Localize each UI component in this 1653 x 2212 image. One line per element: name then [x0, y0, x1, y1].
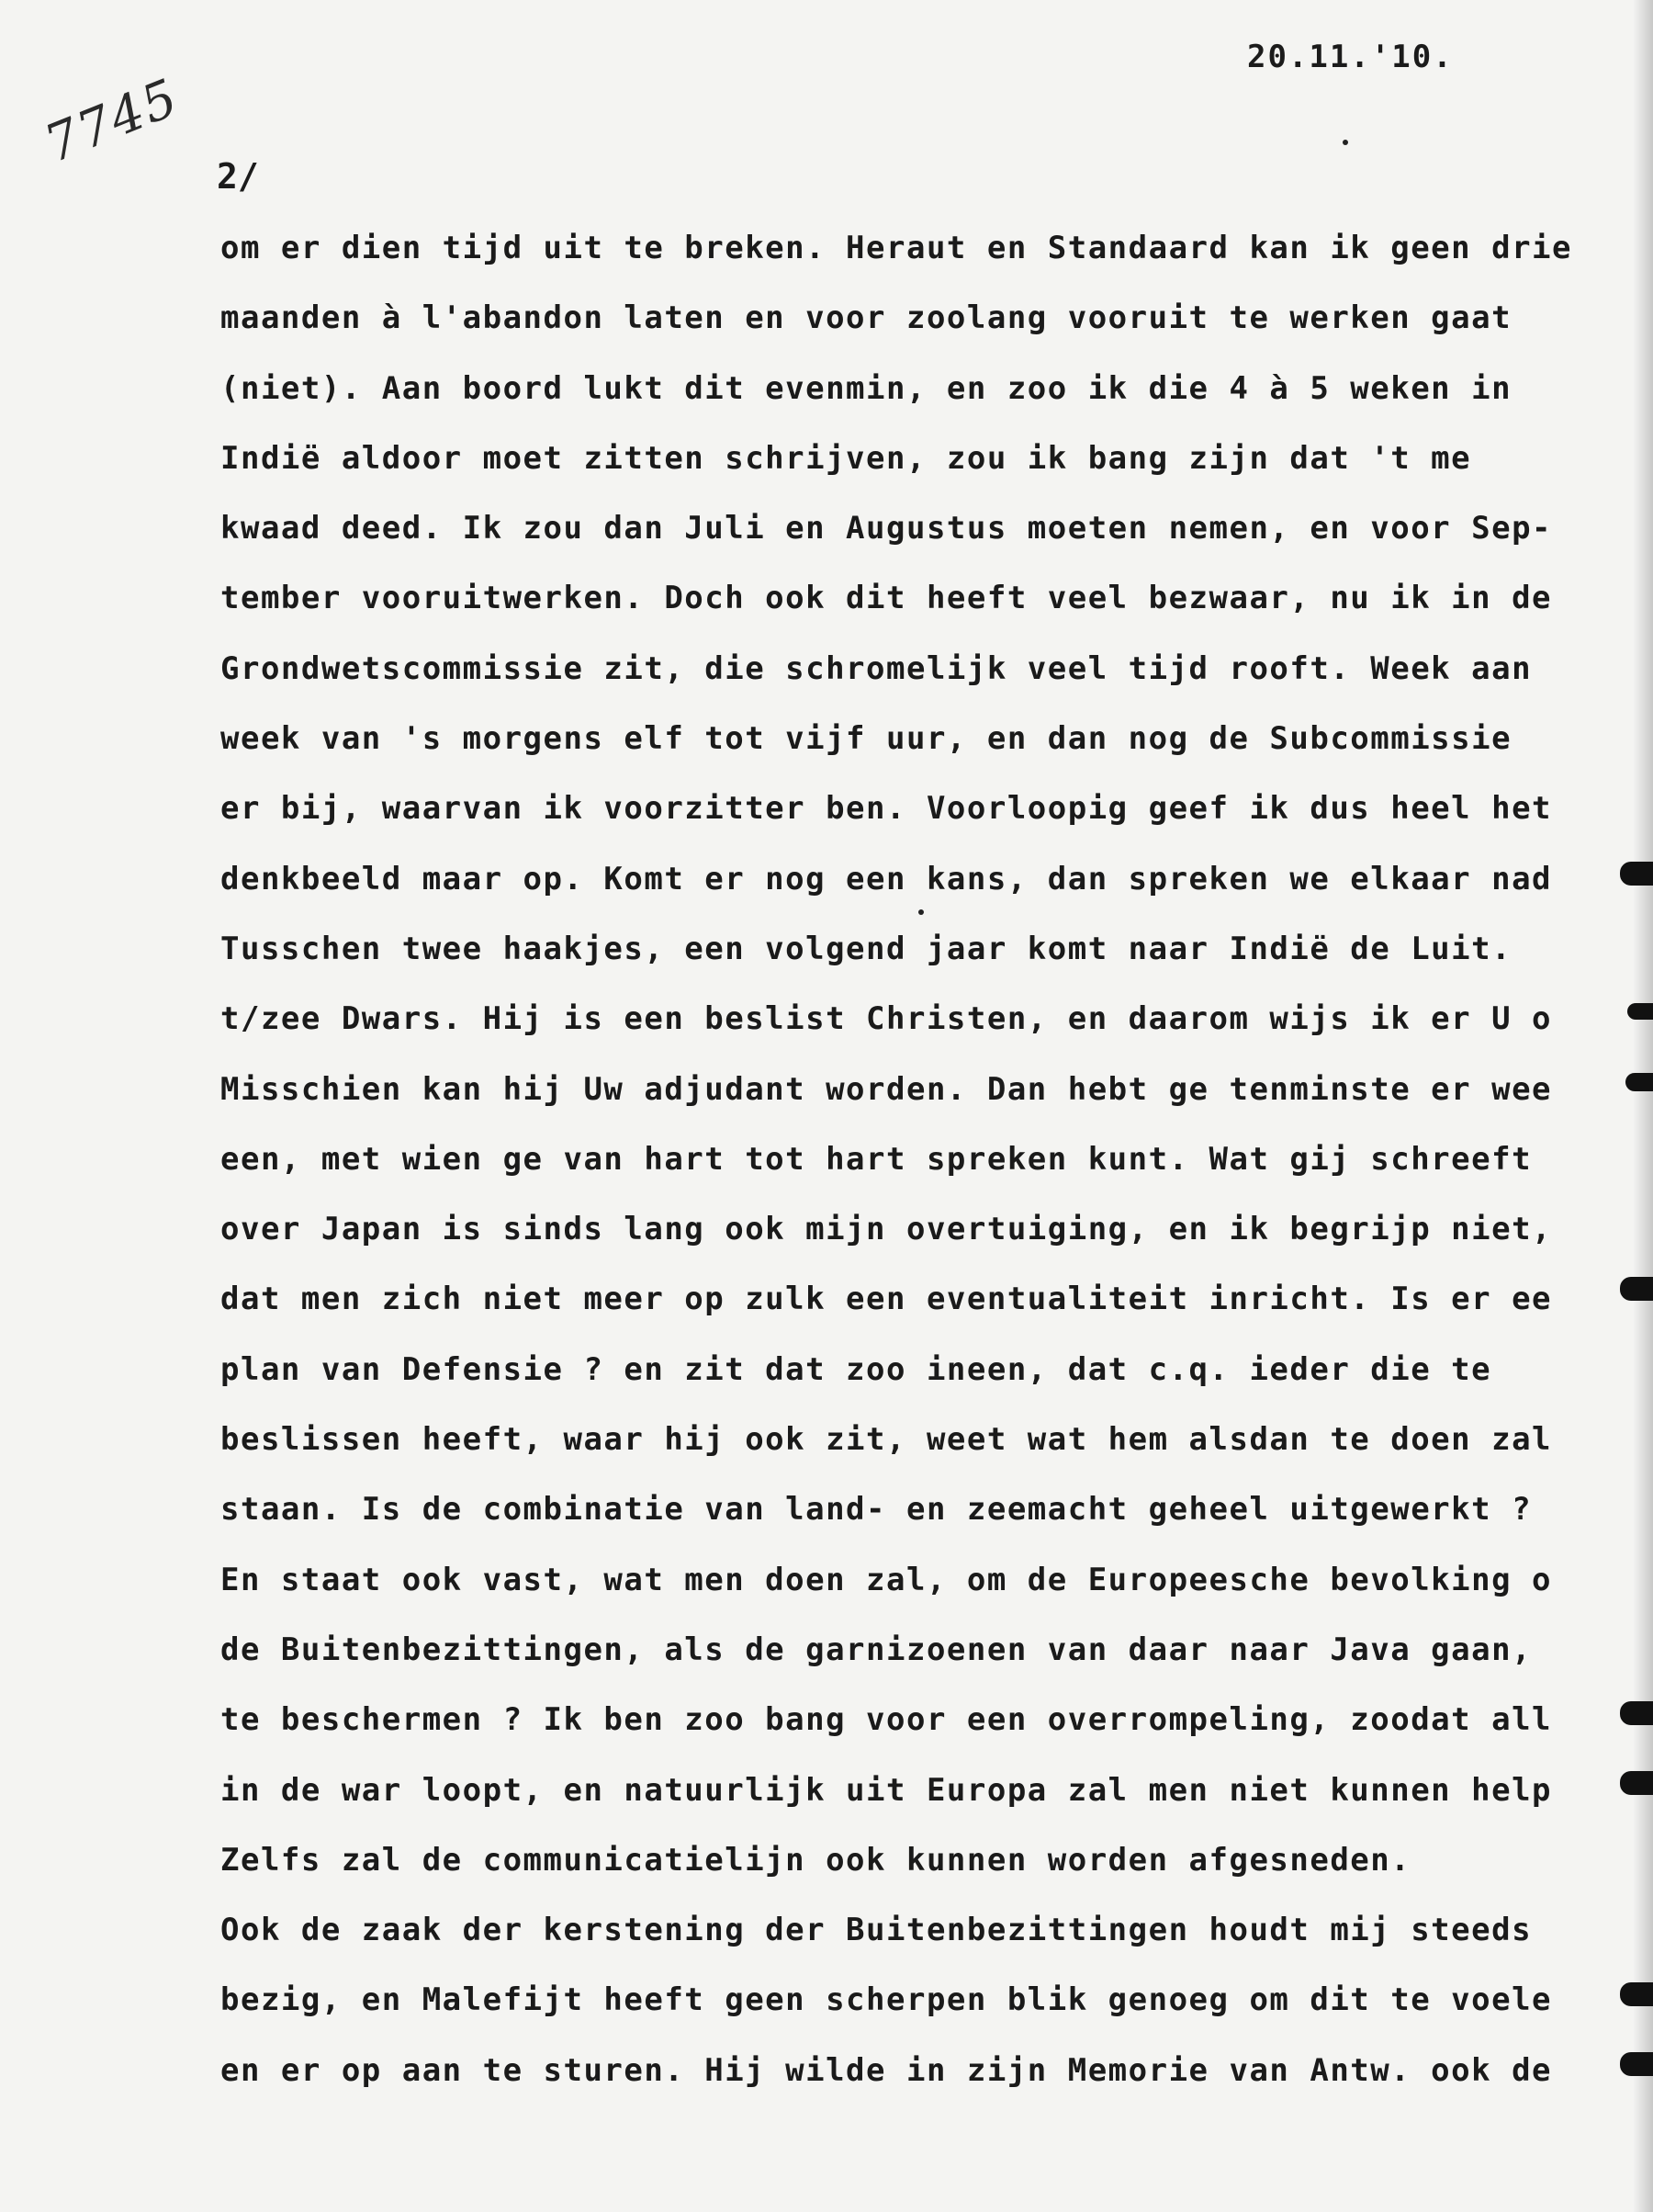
letter-date: 20.11.'10.	[1247, 39, 1454, 75]
text-line: Tusschen twee haakjes, een volgend jaar komt naar Indië de Luit.	[220, 930, 1512, 967]
ink-speck	[1343, 140, 1348, 145]
edge-ink-mark	[1620, 862, 1653, 886]
archive-number: 7745	[37, 67, 187, 175]
edge-ink-mark	[1625, 1073, 1653, 1091]
edge-ink-mark	[1620, 1277, 1653, 1301]
page-number: 2/	[217, 156, 259, 197]
text-line: denkbeeld maar op. Komt er nog een kans, dan spreken we elkaar nad	[220, 860, 1553, 897]
text-line: Zelfs zal de communicatielijn ook kunnen worden afgesneden.	[220, 1841, 1411, 1879]
letter-body	[220, 213, 1635, 2105]
edge-ink-mark	[1620, 1701, 1653, 1725]
text-line: over Japan is sinds lang ook mijn overtuiging, en ik begrijp niet,	[220, 1211, 1553, 1248]
text-line: Ook de zaak der kerstening der Buitenbezittingen houdt mij steeds	[220, 1912, 1533, 1949]
text-line: Indië aldoor moet zitten schrijven, zou ik bang zijn dat 't me	[220, 439, 1472, 477]
text-line: Grondwetscommissie zit, die schromelijk veel tijd rooft. Week aan	[220, 649, 1533, 687]
binding-edge-marks	[1598, 0, 1653, 2212]
text-line: en er op aan te sturen. Hij wilde in zijn Memorie van Antw. ook de	[220, 2051, 1553, 2089]
text-line: week van 's morgens elf tot vijf uur, en dan nog de Subcommissie	[220, 720, 1512, 758]
text-line: Misschien kan hij Uw adjudant worden. Dan hebt ge tenminste er wee	[220, 1070, 1553, 1108]
edge-ink-mark	[1620, 1771, 1653, 1795]
text-line: kwaad deed. Ik zou dan Juli en Augustus moeten nemen, en voor Sep-	[220, 510, 1553, 547]
edge-ink-mark	[1620, 2052, 1653, 2076]
text-line: om er dien tijd uit te breken. Heraut en Standaard kan ik geen drie	[220, 230, 1572, 266]
text-line: er bij, waarvan ik voorzitter ben. Voorloopig geef ik dus heel het	[220, 790, 1553, 828]
text-line: t/zee Dwars. Hij is een beslist Christen, en daarom wijs ik er U o	[220, 1000, 1553, 1038]
text-line: staan. Is de combinatie van land- en zeemacht geheel uitgewerkt ?	[220, 1491, 1533, 1529]
edge-ink-mark	[1620, 1982, 1653, 2006]
text-line: maanden à l'abandon laten en voor zoolang vooruit te werken gaat	[220, 299, 1512, 337]
text-line: een, met wien ge van hart tot hart spreken kunt. Wat gij schreeft	[220, 1140, 1533, 1178]
text-line: (niet). Aan boord lukt dit evenmin, en zoo ik die 4 à 5 weken in	[220, 369, 1512, 407]
text-line: bezig, en Malefijt heeft geen scherpen blik genoeg om dit te voele	[220, 1981, 1553, 2019]
text-line: tember vooruitwerken. Doch ook dit heeft veel bezwaar, nu ik in de	[220, 580, 1553, 617]
text-line: En staat ook vast, wat men doen zal, om de Europeesche bevolking o	[220, 1561, 1553, 1598]
edge-ink-mark	[1627, 1003, 1653, 1020]
text-line: de Buitenbezittingen, als de garnizoenen van daar naar Java gaan,	[220, 1631, 1533, 1668]
text-line: plan van Defensie ? en zit dat zoo ineen, dat c.q. ieder die te	[220, 1350, 1492, 1388]
text-line: dat men zich niet meer op zulk een eventualiteit inricht. Is er ee	[220, 1281, 1553, 1318]
text-line: beslissen heeft, waar hij ook zit, weet wat hem alsdan te doen zal	[220, 1421, 1553, 1459]
text-line: in de war loopt, en natuurlijk uit Europa zal men niet kunnen help	[220, 1771, 1553, 1809]
text-line: te beschermen ? Ik ben zoo bang voor een overrompeling, zoodat all	[220, 1701, 1553, 1739]
